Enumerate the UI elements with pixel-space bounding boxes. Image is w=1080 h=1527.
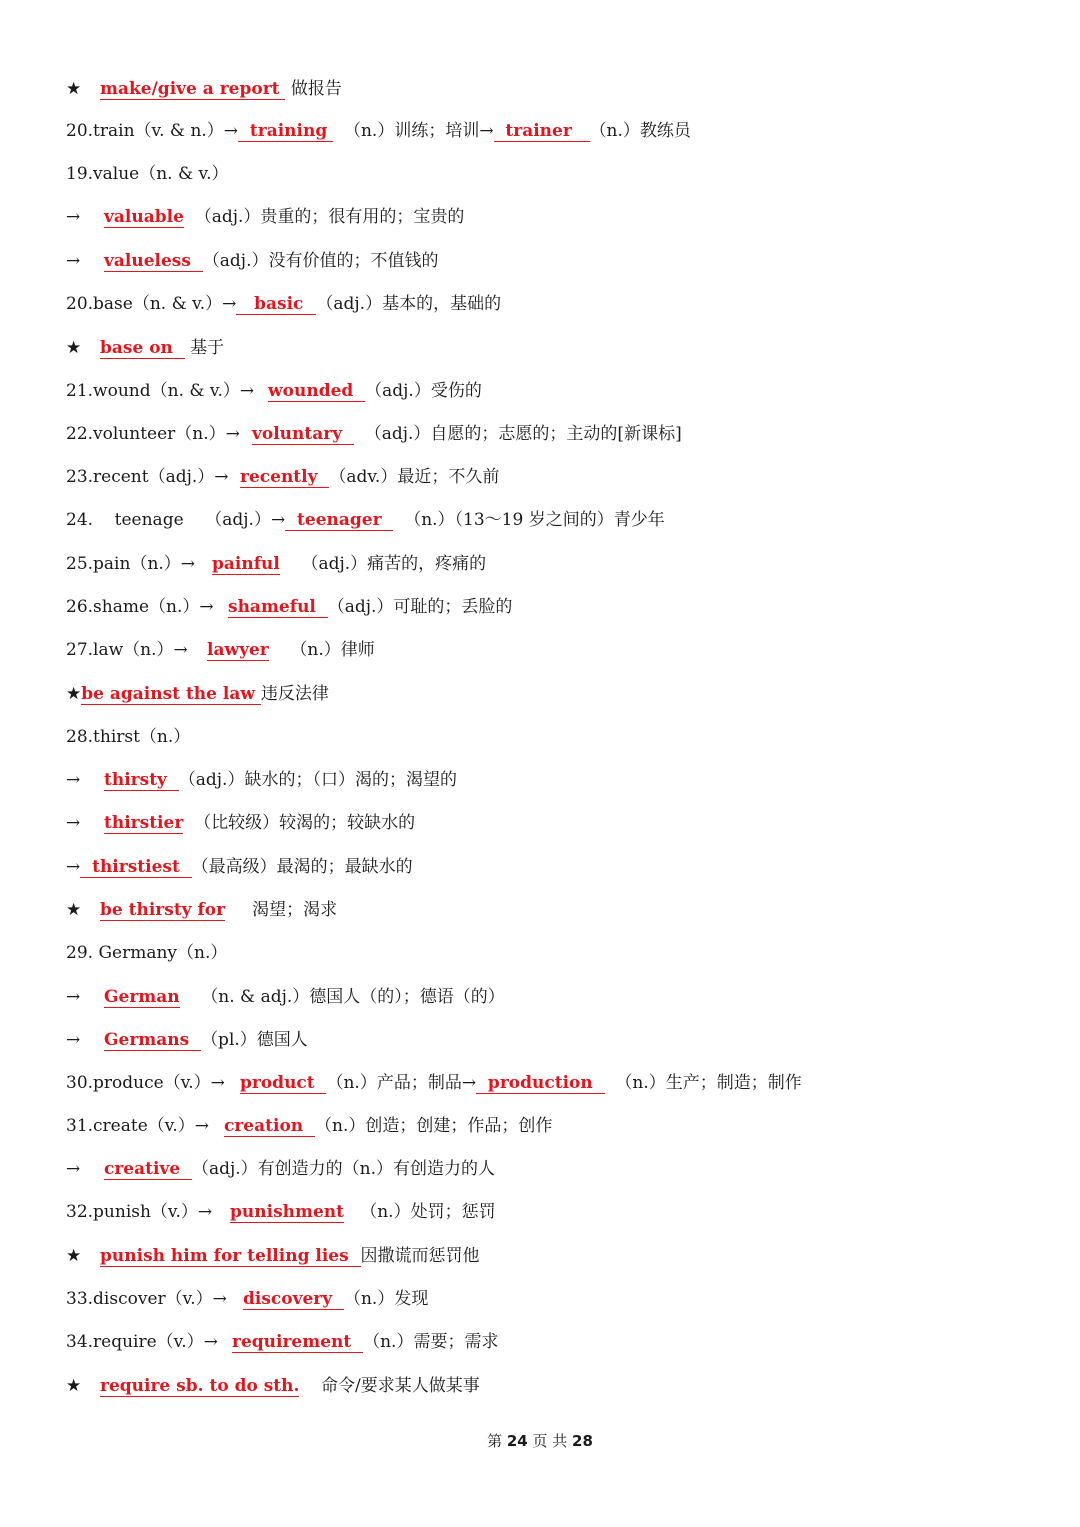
answer-blank: product [240,1073,327,1093]
vocab-line [66,1068,802,1098]
line-text: （最高级）最渴的；最缺水的 [191,857,413,877]
line-text: 30.produce（v.）→ [66,1073,225,1093]
vocab-line [66,808,415,838]
line-text: （adj.）缺水的；（口）渴的；渴望的 [178,770,457,790]
answer-blank: requirement [232,1332,364,1352]
answer-blank: voluntary [252,424,354,444]
line-text: → [66,987,81,1007]
answer-blank: discovery [243,1289,344,1309]
star-marker: ★ [66,1246,82,1266]
line-text: 24. teenage （adj.）→ [66,510,286,530]
vocab-line [66,852,413,882]
line-text: 渴望；渴求 [225,900,338,920]
vocab-line [66,419,682,449]
vocab-line [66,246,438,276]
line-text: （n.）创造；创建；作品；创作 [315,1116,553,1136]
answer-blank: lawyer [207,640,269,660]
answer-blank: Germans [104,1030,202,1050]
line-text: 19.value（n. & v.） [66,164,229,184]
vocab-line [66,1197,496,1227]
line-text: 22.volunteer（n.）→ [66,424,240,444]
vocab-line [66,549,486,579]
line-text: （n.）产品；制品→ [326,1073,477,1093]
answer-blank: require sb. to do sth. [100,1376,300,1396]
line-text: （pl.）德国人 [201,1030,308,1050]
answer-blank: be against the law [81,684,261,704]
line-text: 20.base（n. & v.）→ [66,294,237,314]
answer-blank: valuable [104,207,184,227]
footer-prefix: 第 [487,1432,507,1450]
line-text: 27.law（n.）→ [66,640,188,660]
answer-blank: trainer [494,121,590,142]
line-text: → [66,813,81,833]
line-text: （adj.）贵重的；很有用的；宝贵的 [183,207,465,227]
line-text: （adj.）自愿的；志愿的；主动的[新课标] [353,424,682,444]
line-text: （n. & adj.）德国人（的）；德语（的） [179,987,505,1007]
answer-blank: thirsty [104,770,179,790]
vocab-line [66,1154,495,1184]
vocab-line [66,765,457,795]
answer-blank: training [238,121,334,141]
line-text: 20.train（v. & n.）→ [66,121,239,141]
line-text: （n.）发现 [343,1289,429,1309]
vocab-line [66,376,482,406]
line-text: （adj.）基本的，基础的 [316,294,502,314]
star-marker: ★ [66,684,82,704]
answer-blank: shameful [228,597,328,617]
line-text: 25.pain（n.）→ [66,554,196,574]
line-text: 因撒谎而惩罚他 [360,1246,480,1266]
line-text: → [66,770,81,790]
line-text: 26.shame（n.）→ [66,597,214,617]
star-marker: ★ [66,1376,82,1396]
vocab-line [66,679,329,709]
line-text: 32.punish（v.）→ [66,1202,213,1222]
vocab-line [66,722,190,752]
answer-blank: base on [100,338,185,358]
vocab-line [66,895,337,925]
vocab-line [66,982,505,1012]
vocab-line [66,1371,480,1401]
answer-blank: recently [240,467,330,487]
line-text: （n.）律师 [268,640,375,660]
line-text: （比较级）较渴的；较缺水的 [183,813,416,833]
vocab-line [66,333,224,363]
answer-blank: basic [236,294,316,314]
answer-blank: German [104,987,180,1007]
line-text: → [66,857,81,877]
line-text: 31.create（v.）→ [66,1116,210,1136]
vocab-line [66,505,665,535]
line-text: 命令/要求某人做某事 [299,1376,480,1396]
line-text: （n.）教练员 [589,121,691,141]
line-text: → [66,1159,81,1179]
vocab-line [66,1241,480,1271]
answer-blank: wounded [268,381,366,401]
vocab-line [66,116,691,146]
line-text: （adj.）有创造力的（n.）有创造力的人 [191,1159,496,1179]
line-text: → [66,1030,81,1050]
answer-blank: production [476,1073,605,1093]
vocab-line [66,1111,552,1141]
line-text: （n.）需要；需求 [363,1332,499,1352]
line-text: （n.）（13～19 岁之间的）青少年 [393,510,665,530]
vocab-line [66,159,229,189]
line-text: 做报告 [285,79,342,99]
line-text: 违反法律 [260,684,329,704]
line-text: （adj.）痛苦的，疼痛的 [279,554,487,574]
vocab-line [66,1025,308,1055]
line-text: （n.）生产；制造；制作 [604,1073,802,1093]
answer-blank: creative [104,1159,192,1179]
vocab-line [66,289,501,319]
total-pages-number: 28 [572,1432,593,1450]
vocab-line [66,74,342,104]
line-text: （adv.）最近；不久前 [329,467,500,487]
answer-blank: be thirsty for [100,900,226,920]
answer-blank: thirstiest [80,857,192,877]
line-text: （adj.）受伤的 [365,381,482,401]
line-text: （adj.）没有价值的；不值钱的 [202,251,439,271]
answer-blank: creation [224,1116,315,1136]
current-page-number: 24 [506,1432,528,1450]
line-text: （adj.）可耻的；丢脸的 [327,597,513,617]
vocab-line [66,462,499,492]
answer-blank: thirstier [104,813,184,833]
answer-blank: punishment [230,1202,345,1222]
line-text: （n.）训练；培训→ [333,121,494,141]
line-text: 29. Germany（n.） [66,943,228,963]
vocab-line [66,938,227,968]
vocab-line [66,635,375,665]
footer-mid: 页 共 [527,1432,573,1450]
vocab-line [66,1284,428,1314]
answer-blank: punish him for telling lies [100,1246,361,1266]
line-text: 28.thirst（n.） [66,727,191,747]
star-marker: ★ [66,79,82,99]
line-text: 33.discover（v.）→ [66,1289,227,1309]
line-text: 34.require（v.）→ [66,1332,218,1352]
vocab-line [66,202,464,232]
star-marker: ★ [66,900,82,920]
line-text: 23.recent（adj.）→ [66,467,229,487]
line-text: （n.）处罚；惩罚 [344,1202,496,1222]
answer-blank: valueless [104,251,203,271]
line-text: 基于 [184,338,225,358]
star-marker: ★ [66,338,82,358]
answer-blank: make/give a report [100,79,286,99]
vocab-line [66,1327,498,1357]
line-text: → [66,251,81,271]
answer-blank: teenager [285,510,394,530]
line-text: → [66,207,81,227]
page-footer [0,1430,1080,1451]
line-text: 21.wound（n. & v.）→ [66,381,255,401]
vocab-line [66,592,512,622]
answer-blank: painful [212,554,280,574]
